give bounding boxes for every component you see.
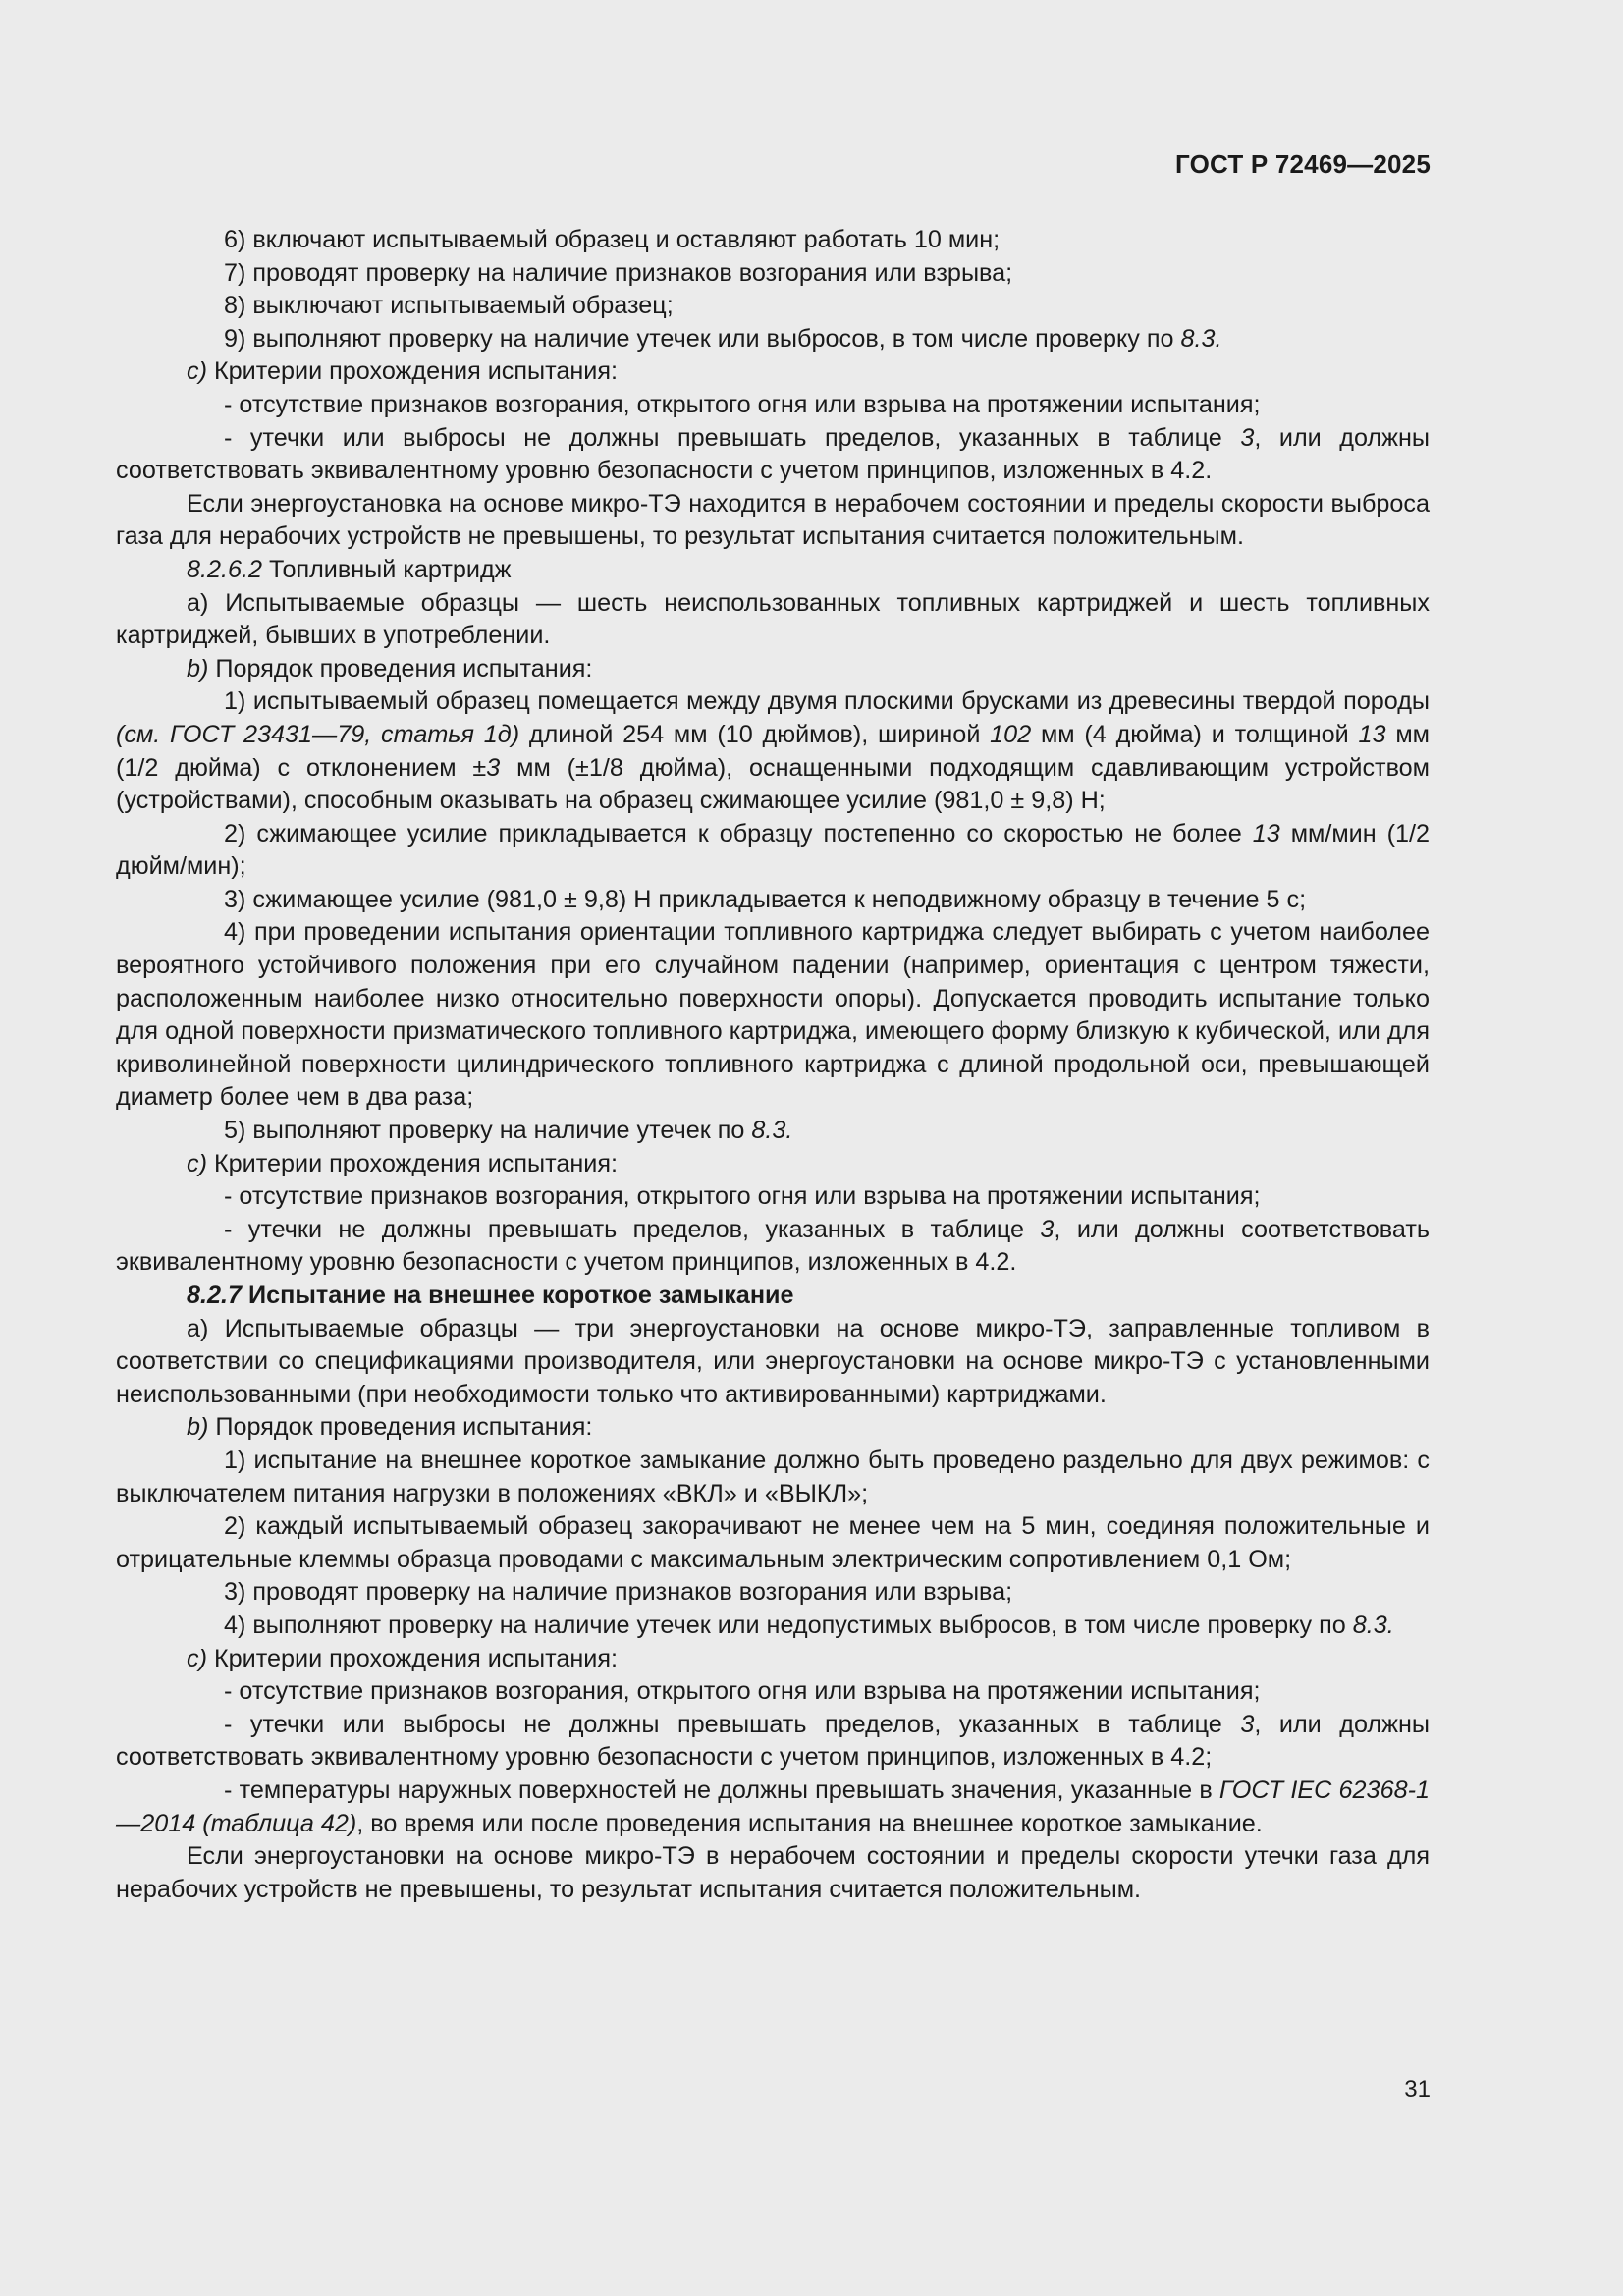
list-item-a: а) Испытываемые образцы — шесть неиспользованных топливных картриджей и шесть топливных картриджей, бывших в употреблении. bbox=[116, 588, 1430, 650]
procedure-step-1: 1) испытываемый образец помещается между двумя плоскими брусками из древесины твердой породы (см. ГОСТ 23431—79, статья 1д) длиной 254 мм (10 дюймов), шириной 102 мм (4 дюйма) и толщиной 13 мм (1/2 дюйма) с отклонением ±3 мм (±1/8 дюйма), оснащенными подходящим сдавливающим устройством (устройствами), способным оказывать на образец сжимающее усилие (981,0 ± 9,8) Н; bbox=[116, 687, 1430, 815]
procedure-step-5: 5) выполняют проверку на наличие утечек по 8.3. bbox=[224, 1117, 793, 1145]
table-reference: 3 bbox=[1040, 1215, 1055, 1243]
procedure-step-2: 2) сжимающее усилие прикладывается к образцу постепенно со скоростью не более 13 мм/мин (1/2 дюйм/мин); bbox=[116, 819, 1430, 881]
standard-reference: (см. ГОСТ 23431—79, статья 1д) bbox=[116, 720, 520, 748]
criteria-item: - отсутствие признаков возгорания, открытого огня или взрыва на протяжении испытания; bbox=[224, 1677, 1261, 1706]
standard-reference: ГОСТ IEC 62368-1—2014 (таблица 42) bbox=[116, 1776, 1430, 1837]
subsection-title: Топливный картридж bbox=[262, 555, 512, 583]
procedure-heading: b) Порядок проведения испытания: bbox=[187, 654, 593, 683]
table-reference: 3 bbox=[1240, 423, 1255, 452]
cross-reference: 8.3. bbox=[751, 1117, 793, 1145]
section-heading bbox=[116, 1280, 1430, 1313]
procedure-step-7: 7) проводят проверку на наличие признаков возгорания или взрыва; bbox=[224, 258, 1013, 287]
subsection-heading bbox=[116, 554, 1430, 587]
criteria-item: - утечки или выбросы не должны превышать пределов, указанных в таблице 3, или должны соответствовать эквивалентному уровню безопасности с учетом принципов, изложенных в 4.2. bbox=[116, 423, 1430, 485]
paragraph: Если энергоустановка на основе микро-ТЭ находится в нерабочем состоянии и пределы скорости выброса газа для нерабочих устройств не превышены, то результат испытания считается положительным. bbox=[116, 489, 1430, 551]
cross-reference: 8.3. bbox=[1180, 324, 1222, 353]
procedure-step-3: 3) сжимающее усилие (981,0 ± 9,8) Н прикладывается к неподвижному образцу в течение 5 с; bbox=[224, 885, 1307, 913]
section-title: Испытание на внешнее короткое замыкание bbox=[242, 1282, 794, 1309]
procedure-step-8: 8) выключают испытываемый образец; bbox=[224, 292, 674, 320]
procedure-step-4: 4) выполняют проверку на наличие утечек или недопустимых выбросов, в том числе проверку по 8.3. bbox=[224, 1611, 1394, 1639]
table-reference: 3 bbox=[1240, 1710, 1255, 1738]
criteria-item: - отсутствие признаков возгорания, открытого огня или взрыва на протяжении испытания; bbox=[224, 1182, 1261, 1211]
document-header: ГОСТ Р 72469—2025 bbox=[1175, 149, 1431, 179]
subsection-number: 8.2.6.2 bbox=[187, 555, 263, 583]
procedure-step-1: 1) испытание на внешнее короткое замыкание должно быть проведено раздельно для двух режимов: с выключателем питания нагрузки в положениях «ВКЛ» и «ВЫКЛ»; bbox=[116, 1446, 1430, 1507]
procedure-heading: b) Порядок проведения испытания: bbox=[187, 1413, 593, 1442]
list-item-a: а) Испытываемые образцы — три энергоустановки на основе микро-ТЭ, заправленные топливом в соответствии со спецификациями производителя, или энергоустановки на основе микро-ТЭ с установленными неиспользованными (при необходимости только что активированными) картриджами. bbox=[116, 1314, 1430, 1408]
criteria-heading: c) Критерии прохождения испытания: bbox=[187, 1644, 619, 1672]
criteria-item: - температуры наружных поверхностей не должны превышать значения, указанные в ГОСТ IEC 62368-1—2014 (таблица 42), во время или после проведения испытания на внешнее короткое замыкание. bbox=[116, 1776, 1430, 1837]
page-number: 31 bbox=[1404, 2076, 1431, 2103]
cross-reference: 8.3. bbox=[1352, 1611, 1394, 1639]
criteria-item: - утечки или выбросы не должны превышать пределов, указанных в таблице 3, или должны соответствовать эквивалентному уровню безопасности с учетом принципов, изложенных в 4.2; bbox=[116, 1710, 1430, 1772]
criteria-item: - отсутствие признаков возгорания, открытого огня или взрыва на протяжении испытания; bbox=[224, 390, 1261, 418]
procedure-step-2: 2) каждый испытываемый образец закорачивают не менее чем на 5 мин, соединяя положительные и отрицательные клеммы образца проводами с максимальным электрическим сопротивлением 0,1 Ом; bbox=[116, 1512, 1430, 1573]
paragraph: Если энергоустановки на основе микро-ТЭ в нерабочем состоянии и пределы скорости утечки газа для нерабочих устройств не превышены, то результат испытания считается положительным. bbox=[116, 1842, 1430, 1903]
section-number: 8.2.7 bbox=[187, 1282, 243, 1309]
document-body bbox=[116, 224, 1430, 1906]
procedure-step-6: 6) включают испытываемый образец и оставляют работать 10 мин; bbox=[224, 226, 1001, 253]
criteria-heading: c) Критерии прохождения испытания: bbox=[187, 1149, 619, 1177]
criteria-heading: c) Критерии прохождения испытания: bbox=[187, 357, 619, 386]
procedure-step-9: 9) выполняют проверку на наличие утечек или выбросов, в том числе проверку по 8.3. bbox=[224, 324, 1222, 353]
procedure-step-3: 3) проводят проверку на наличие признаков возгорания или взрыва; bbox=[224, 1578, 1013, 1607]
procedure-step-4: 4) при проведении испытания ориентации топливного картриджа следует выбирать с учетом наиболее вероятного устойчивого положения при его случайном падении (например, ориентация с центром тяжести, расположенным наиболее низко относительно поверхности опоры). Допускается проводить испытание только для одной поверхности призматического топливного картриджа, имеющего форму близкую к кубической, или для криволинейной поверхности цилиндрического топливного картриджа с длиной продольной оси, превышающей диаметр более чем в два раза; bbox=[116, 918, 1430, 1112]
criteria-item: - утечки не должны превышать пределов, указанных в таблице 3, или должны соответствовать эквивалентному уровню безопасности с учетом принципов, изложенных в 4.2. bbox=[116, 1215, 1430, 1277]
